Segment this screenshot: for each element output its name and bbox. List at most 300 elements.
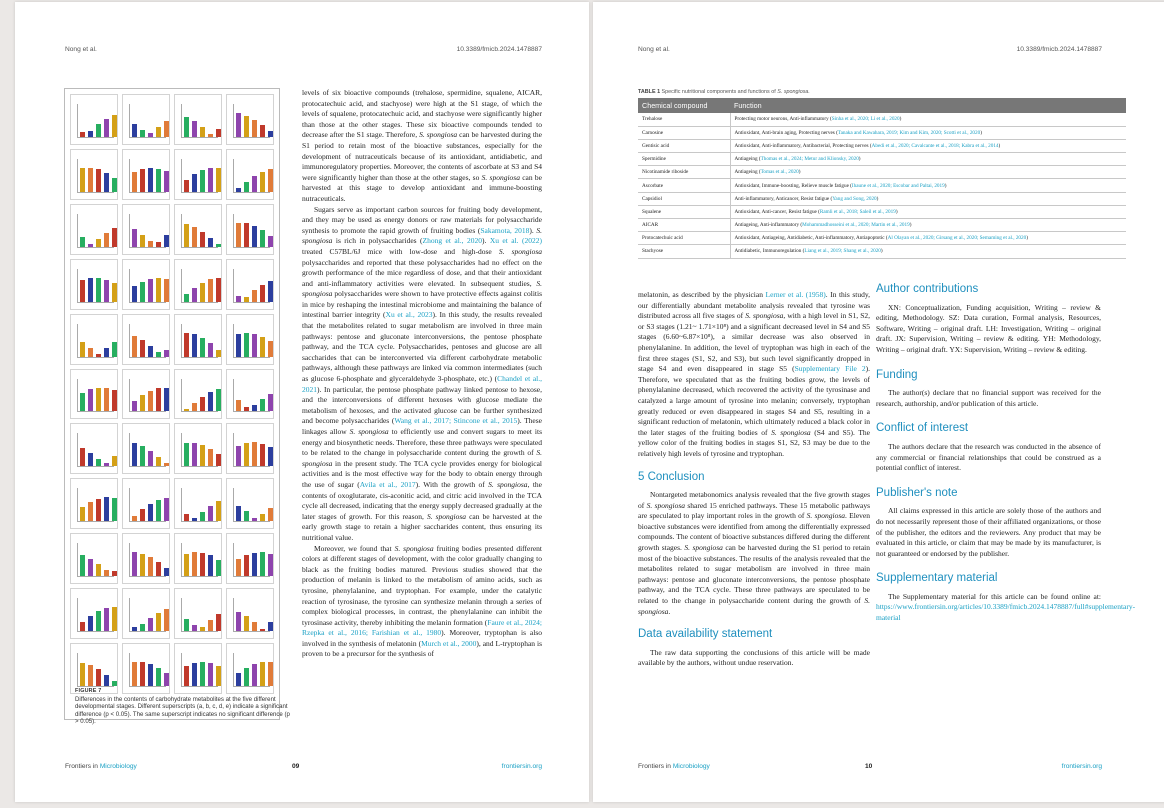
boxplot-box (104, 463, 109, 466)
boxplot-box (132, 552, 137, 576)
figure-panel (226, 314, 274, 365)
boxplot-box (88, 278, 93, 302)
compound-cell: Trehalose (638, 113, 730, 126)
boxplot-box (80, 507, 85, 521)
boxplot-box (96, 611, 101, 631)
function-cell: Anti-inflammatory, Anticancer, Resist fatigue (Yang and Song, 2020) (730, 192, 1126, 205)
figure-panel (70, 149, 118, 200)
boxplot-box (184, 409, 189, 411)
figure-panel (174, 423, 222, 474)
boxplot-box (216, 278, 221, 302)
figure-7-panel-grid (70, 94, 274, 694)
table-header-compound: Chemical compound (638, 98, 730, 113)
boxplot-box (208, 449, 213, 466)
boxplot-box (96, 239, 101, 246)
footer-site-link[interactable]: frontiersin.org (501, 763, 542, 770)
citation-link[interactable]: Al Olayan et al., 2020; Girsang et al., 2020; Semaming et al., 2020 (887, 235, 1027, 242)
boxplot-box (200, 512, 205, 522)
boxplot-box (96, 459, 101, 466)
boxplot-box (132, 627, 137, 631)
boxplot-box (112, 456, 117, 466)
citation-link[interactable]: Ramli et al., 2018; Saleil et al., 2019 (819, 208, 896, 215)
running-header-doi: 10.3389/fmicb.2024.1478887 (1016, 46, 1102, 53)
citation-link[interactable]: Faure et al., 2024; Rzepka et al., 2016; Farishian et al., 1980 (302, 617, 542, 638)
figure-panel (122, 588, 170, 639)
boxplot-box (208, 506, 213, 522)
citation-link[interactable]: Sinha et al., 2020; Li et al., 2020 (831, 116, 900, 123)
boxplot-box (252, 518, 257, 521)
page-10-right-column (876, 283, 1136, 624)
function-cell: Protecting motor neurons, Anti-inflammatory (Sinha et al., 2020; Li et al., 2020) (730, 113, 1126, 126)
boxplot-box (184, 619, 189, 632)
boxplot-box (148, 504, 153, 522)
running-header-doi: 10.3389/fmicb.2024.1478887 (456, 46, 542, 53)
boxplot-box (208, 343, 213, 356)
boxplot-box (156, 352, 161, 356)
citation-link[interactable]: Liang et al., 2019; Shang et al., 2020 (804, 248, 881, 255)
figure-panel (122, 369, 170, 420)
compound-cell: Carnosine (638, 126, 730, 139)
boxplot-box (208, 392, 213, 411)
function-cell: Antiageing (Thomas et al., 2024; Metur and Klionsky, 2020) (730, 153, 1126, 166)
citation-link[interactable]: Xu et al., 2023 (385, 310, 433, 320)
section-heading-author-contributions: Author contributions (876, 283, 979, 295)
boxplot-box (104, 119, 109, 137)
boxplot-box (112, 228, 117, 247)
figure-panel (122, 478, 170, 529)
table-row (638, 126, 1126, 139)
boxplot-box (236, 296, 241, 302)
author-contributions-paragraph: XN: Conceptualization, Funding acquisition, Writing – review & editing, Methodology. SZ: Data curation, Formal analysis, Resources, Software, Writing – original draft. LH: Investigation, Writing – original draft. JX: Supervision, Writing – review & editing. YH: Methodology, Writing – original draft. YX: Supervision, Writing – review & editing. (876, 302, 1101, 354)
boxplot-box (236, 113, 241, 137)
running-header-author: Nong et al. (638, 46, 670, 53)
figure-panel (226, 204, 274, 255)
boxplot-box (96, 278, 101, 302)
figure-panel (122, 259, 170, 310)
function-cell: Antiageing (Tomas et al., 2020) (730, 166, 1126, 179)
boxplot-box (208, 663, 213, 686)
table-label: TABLE 1 (638, 89, 661, 95)
boxplot-box (244, 333, 249, 357)
boxplot-box (200, 553, 205, 576)
footer-journal: Frontiers in Microbiology (638, 763, 710, 770)
boxplot-box (208, 555, 213, 576)
boxplot-box (184, 180, 189, 192)
page-9-body-column (302, 88, 542, 660)
compound-cell: Capsidiol (638, 192, 730, 205)
figure-panel (70, 369, 118, 420)
function-cell: Antioxidant, Anti-cancer, Resist fatigue (Ramli et al., 2018; Saleil et al., 2019) (730, 205, 1126, 218)
boxplot-box (80, 168, 85, 191)
boxplot-box (192, 227, 197, 246)
boxplot-box (184, 514, 189, 522)
boxplot-box (268, 236, 273, 247)
section-heading-data-availability: Data availability statement (638, 628, 773, 641)
boxplot-box (200, 283, 205, 302)
boxplot-box (164, 350, 169, 356)
table-row (638, 245, 1126, 258)
footer-site-link[interactable]: frontiersin.org (1061, 763, 1102, 770)
boxplot-box (140, 235, 145, 247)
figure-panel (70, 588, 118, 639)
figure-panel (226, 423, 274, 474)
function-cell: Antiageing, Anti-inflammatory (Mohammadhosseini et al., 2020; Martin et al., 2019) (730, 219, 1126, 232)
body-paragraph: Moreover, we found that S. spongiosa fruiting bodies presented different colors at different stages of development, with the color gradually changing to black as the fruiting bodies matured. Previous studies showed that the production of melanin is linked to the metabolism of amino acids, such as tyrosine, phenylalanine, and tryptophan. For example, under the catalytic reaction of tyrosinase, the tyrosine can synthesize melanin through a series of complex biological processes, in contrast, the phenylalanine can inhibit the tyrosinase activity, thereby inhibiting the melanin formation (Faure et al., 2024; Rzepka et al., 2016; Farishian et al., 1980). Moreover, tryptophan is also involved in the synthesis of melatonin (Murch et al., 2000), and L-tryptophan is proven to be a precursor for the synthesis of (302, 543, 543, 659)
boxplot-box (252, 290, 257, 301)
figure-panel (174, 149, 222, 200)
boxplot-box (80, 280, 85, 301)
boxplot-box (140, 395, 145, 412)
citation-link[interactable]: Abedi et al., 2020; Cavalcante et al., 2018; Kabra et al., 2014 (871, 142, 999, 149)
table-row (638, 113, 1126, 126)
citation-link[interactable]: Mohammadhosseini et al., 2020; Martin et al., 2019 (802, 222, 910, 229)
boxplot-box (164, 171, 169, 192)
table-header-function: Function (730, 98, 1126, 113)
citation-link[interactable]: Sakamota, 2018 (480, 225, 530, 235)
boxplot-box (96, 669, 101, 686)
citation-link[interactable]: Tanaka and Kawahara, 2019; Kim and Kim, 2020; Scotti et al., 2020 (837, 129, 981, 136)
boxplot-box (80, 663, 85, 686)
boxplot-box (112, 178, 117, 192)
boxplot-box (244, 511, 249, 521)
boxplot-box (268, 622, 273, 631)
table-row (638, 205, 1126, 218)
boxplot-box (80, 342, 85, 357)
boxplot-box (268, 169, 273, 192)
boxplot-box (96, 124, 101, 136)
boxplot-box (268, 447, 273, 466)
page-9 (15, 2, 589, 802)
boxplot-box (208, 134, 213, 137)
figure-panel (122, 314, 170, 365)
citation-link[interactable]: Thomas et al., 2024; Metur and Klionsky, 2020 (760, 156, 859, 163)
boxplot-box (236, 400, 241, 411)
citation-link[interactable]: https://www.frontiersin.org/articles/10.3389/fmicb.2024.1478887/full#supplementary-material (876, 602, 1136, 623)
boxplot-box (140, 509, 145, 521)
boxplot-box (244, 443, 249, 466)
table-row (638, 192, 1126, 205)
boxplot-box (104, 348, 109, 357)
boxplot-box (260, 285, 265, 302)
boxplot-box (236, 612, 241, 632)
boxplot-box (156, 242, 161, 247)
section-heading-conflict: Conflict of interest (876, 422, 969, 435)
citation-link[interactable]: Chandel et al., 2021 (302, 374, 542, 394)
boxplot-box (156, 613, 161, 631)
boxplot-box (112, 390, 117, 411)
boxplot-box (244, 668, 249, 686)
boxplot-box (192, 403, 197, 411)
boxplot-box (216, 244, 221, 246)
boxplot-box (140, 130, 145, 137)
figure-panel (226, 149, 274, 200)
figure-panel (226, 533, 274, 584)
boxplot-box (156, 457, 161, 467)
boxplot-box (244, 223, 249, 246)
boxplot-box (156, 388, 161, 411)
boxplot-box (148, 664, 153, 686)
boxplot-box (192, 121, 197, 136)
boxplot-box (208, 620, 213, 631)
boxplot-box (252, 664, 257, 686)
boxplot-box (260, 172, 265, 192)
figure-caption-text: Differences in the contents of carbohydrate metabolites at the five different developmental stages. Different superscripts (a, b, c, d, e) indicate a significant difference (p < 0.05). The same superscript indicates no significant difference (p > 0.05). (75, 695, 290, 726)
boxplot-box (192, 334, 197, 356)
figure-panel (174, 314, 222, 365)
table-row (638, 139, 1126, 152)
figure-panel (174, 588, 222, 639)
boxplot-box (164, 673, 169, 686)
figure-label: FIGURE 7 (75, 688, 102, 694)
boxplot-box (104, 388, 109, 412)
boxplot-box (252, 553, 257, 577)
boxplot-box (80, 555, 85, 577)
citation-link[interactable]: Xu et al. (2022) (489, 236, 542, 246)
supplementary-paragraph: The Supplementary material for this article can be found online at: https://www.frontiersin.org/articles/10.3389/fmicb.2024.1478887/full#supplementary-material (876, 591, 1136, 623)
figure-panel (226, 259, 274, 310)
boxplot-box (132, 443, 137, 466)
function-cell: Antioxidant, Anti-brain aging, Protecting nerves (Tanaka and Kawahara, 2019; Kim and Kim, 2020; Scotti et al., 2020) (730, 126, 1126, 139)
boxplot-box (192, 625, 197, 631)
boxplot-box (192, 552, 197, 576)
figure-panel (122, 149, 170, 200)
citation-link[interactable]: Ihaune et al., 2020; Escobar and Paltai, 2019 (851, 182, 945, 189)
boxplot-box (268, 554, 273, 576)
citation-link[interactable]: Avila et al., 2017 (359, 479, 416, 489)
figure-panel (174, 478, 222, 529)
boxplot-box (156, 127, 161, 137)
boxplot-box (132, 286, 137, 302)
boxplot-box (104, 608, 109, 631)
boxplot-box (88, 168, 93, 192)
boxplot-box (140, 624, 145, 631)
boxplot-box (236, 673, 241, 686)
page-10-left-column (638, 290, 870, 669)
boxplot-box (148, 279, 153, 302)
publisher-note-paragraph: All claims expressed in this article are solely those of the authors and do not necessarily represent those of their affiliated organizations, or those of the publisher, the editors and the reviewers. Any product that may be evaluated in this article, or claim that may be made by its manufacturer, is not guaranteed or endorsed by the publisher. (876, 506, 1101, 558)
compound-cell: Gentisic acid (638, 139, 730, 152)
boxplot-box (260, 552, 265, 576)
boxplot-box (112, 342, 117, 357)
boxplot-box (104, 570, 109, 576)
table-row (638, 219, 1126, 232)
boxplot-box (260, 125, 265, 137)
boxplot-box (184, 554, 189, 576)
body-paragraph: levels of six bioactive compounds (trehalose, spermidine, squalene, AICAR, protocatechuic acid, and stachyose) were high at the S1 stage, of which the levels of squalene, protocatechuic acid, and stachyose were significantly higher than those at the other stages. These six bioactive compounds tended to decrease after the S1 stage. Therefore, S. spongiosa can be harvested during the S1 period to retain most of the bioactive substances, especially for the development of nutraceuticals because of its antioxidant, antidiabetic, and immunoregulatory properties. Moreover, the contents of ascorbate at S3 and S4 were significantly higher than those at the other stages, so S. spongiosa can be harvested at this stage to develop antioxidant and immune-boosting nutraceuticals. (302, 88, 543, 203)
boxplot-box (132, 401, 137, 412)
boxplot-box (236, 446, 241, 467)
boxplot-box (88, 389, 93, 411)
boxplot-box (268, 131, 273, 136)
boxplot-box (244, 182, 249, 192)
figure-panel (122, 94, 170, 145)
table-row (638, 179, 1126, 192)
figure-7 (64, 88, 280, 720)
boxplot-box (208, 279, 213, 301)
boxplot-box (216, 350, 221, 357)
running-header-author: Nong et al. (65, 46, 97, 53)
boxplot-box (112, 681, 117, 686)
boxplot-box (252, 226, 257, 247)
citation-link[interactable]: Supplementary File 2 (794, 364, 866, 374)
boxplot-box (252, 120, 257, 137)
conclusion-paragraph: Nontargeted metabonomics analysis revealed that the five growth stages of S. spongiosa shared 15 enriched pathways. These 15 metabolic pathways are speculated to play important roles in the growth of S. spongiosa. Eleven bioactive substances were identified from among the differentially expressed compounds. The content of bioactive substances differed during the different growth stages. S. spongiosa can be harvested during the S1 period to retain most of the bioactive substances. The results of the analysis revealed that the metabolites related to sugar metabolism are involved in three main pathways: pentose and gluconate interconversions, the pentose phosphate pathway, and the TCA cycle. These three pathways are speculated to be related to the change in polysaccharide content during the growth of S. spongiosa. (638, 490, 871, 616)
boxplot-box (216, 614, 221, 631)
boxplot-box (184, 224, 189, 247)
boxplot-box (88, 665, 93, 686)
funding-paragraph: The author(s) declare that no financial support was received for the research, authorship, and/or publication of this article. (876, 388, 1101, 408)
boxplot-box (268, 394, 273, 412)
compound-cell: Protocatechuic acid (638, 232, 730, 245)
boxplot-box (148, 168, 153, 192)
figure-panel (70, 533, 118, 584)
conflict-paragraph: The authors declare that the research was conducted in the absence of any commercial or financial relationships that could be construed as a potential conflict of interest. (876, 441, 1101, 473)
citation-link[interactable]: Lerner et al. (1958) (765, 290, 826, 299)
figure-panel (226, 369, 274, 420)
section-heading-funding: Funding (876, 368, 918, 381)
boxplot-box (88, 348, 93, 357)
boxplot-box (88, 453, 93, 466)
boxplot-box (236, 223, 241, 247)
boxplot-box (252, 442, 257, 466)
boxplot-box (268, 508, 273, 522)
boxplot-box (260, 399, 265, 411)
boxplot-box (216, 454, 221, 466)
boxplot-box (192, 518, 197, 521)
boxplot-box (164, 463, 169, 466)
boxplot-box (104, 497, 109, 521)
boxplot-box (104, 280, 109, 302)
boxplot-box (148, 133, 153, 137)
boxplot-box (132, 124, 137, 137)
citation-link[interactable]: Wang et al., 2017; Stincone et al., 2015 (394, 416, 518, 426)
boxplot-box (164, 568, 169, 576)
boxplot-box (96, 499, 101, 522)
figure-7-caption (75, 687, 290, 726)
table-row (638, 166, 1126, 179)
boxplot-box (164, 388, 169, 412)
boxplot-box (244, 407, 249, 412)
page-number: 09 (292, 763, 300, 770)
boxplot-box (244, 555, 249, 576)
boxplot-box (184, 333, 189, 357)
boxplot-box (236, 559, 241, 576)
citation-link[interactable]: Murch et al., 2000 (421, 638, 477, 648)
table-row (638, 153, 1126, 166)
boxplot-box (268, 281, 273, 302)
boxplot-box (260, 444, 265, 467)
boxplot-box (88, 131, 93, 137)
figure-panel (226, 94, 274, 145)
function-cell: Antioxidant, Immune-boosting, Relieve muscle fatigue (Ihaune et al., 2020; Escobar and Paltai, 2019) (730, 179, 1126, 192)
boxplot-box (192, 174, 197, 192)
boxplot-box (208, 168, 213, 192)
boxplot-box (252, 622, 257, 631)
body-paragraph: melatonin, as described by the physician Lerner et al. (1958). In this study, our differentially abundant metabolite analysis revealed that tyrosine was distributed across all five stages of S. spongiosa, with a high level in S1, S2, or S3 stages (1.21~ 1.71×10⁸) and a significant decreased level in S4 and S5 stages (6.60~6.87×10⁸), a similar decrease was also observed in phenylalanine. In addition, the level of tryptophan was high in each of the first three stages (S1, S2, and S3), but such level significantly dropped in stage S4 and even disappeared in stage S5 (Supplementary File 2). Therefore, we speculated that as the fruiting bodies grow, the levels of phenylalanine decreased, which recovered the activity of the tyrosinase and catalyzed a large amount of tyrosine into melanin; conversely, tryptophan greatly reduced or even disappeared in stages S4 and S5, resulting in a significant reduction of melatonin, which ultimately reduced a black color in the later stages of the fruiting bodies of S. spongiosa (S4 and S5). The yellow color of the fruiting bodies in stages S1, S2, S3 may be due to the relatively high levels of tyrosine and tryptophan. (638, 290, 871, 458)
boxplot-box (112, 283, 117, 301)
boxplot-box (200, 232, 205, 246)
function-cell: Antioxidant, Antiageing, Antidiabetic, Anti-inflammatory, Antiapoptotic (Al Olayan et al., 2020; Girsang et al., 2020; Semaming et al., 2020) (730, 232, 1126, 245)
boxplot-box (112, 498, 117, 521)
boxplot-box (244, 297, 249, 302)
boxplot-box (148, 451, 153, 467)
boxplot-box (184, 117, 189, 137)
boxplot-box (164, 121, 169, 137)
compound-cell: Nicotinamide riboside (638, 166, 730, 179)
boxplot-box (148, 391, 153, 412)
boxplot-box (148, 241, 153, 247)
boxplot-box (140, 340, 145, 357)
boxplot-box (148, 618, 153, 631)
boxplot-box (260, 514, 265, 521)
figure-panel (122, 533, 170, 584)
table-row (638, 232, 1126, 245)
boxplot-box (260, 629, 265, 631)
boxplot-box (200, 338, 205, 356)
boxplot-box (252, 176, 257, 192)
function-cell: Antioxidant, Anti-inflammatory, Antibacterial, Protecting nerves (Abedi et al., 2020; Cavalcante et al., 2018; Kabra et al., 2014) (730, 139, 1126, 152)
citation-link[interactable]: Tomas et al., 2020 (760, 169, 799, 176)
boxplot-box (252, 405, 257, 411)
boxplot-box (192, 288, 197, 301)
boxplot-box (104, 173, 109, 192)
boxplot-box (132, 229, 137, 247)
page-10 (593, 2, 1164, 802)
figure-panel (70, 204, 118, 255)
compound-cell: Squalene (638, 205, 730, 218)
boxplot-box (236, 506, 241, 522)
table-nutritional-components (638, 98, 1126, 259)
data-availability-paragraph: The raw data supporting the conclusions of this article will be made available by the authors, without undue reservation. (638, 647, 870, 668)
figure-panel (226, 478, 274, 529)
boxplot-box (96, 354, 101, 356)
boxplot-box (140, 282, 145, 302)
citation-link[interactable]: Zhong et al., 2020 (422, 236, 482, 246)
boxplot-box (244, 116, 249, 137)
boxplot-box (252, 334, 257, 357)
boxplot-box (164, 609, 169, 631)
figure-panel (122, 423, 170, 474)
footer-journal: Frontiers in Microbiology (65, 763, 137, 770)
figure-panel (70, 423, 118, 474)
boxplot-box (208, 238, 213, 246)
boxplot-box (140, 446, 145, 466)
figure-panel (174, 204, 222, 255)
boxplot-box (140, 662, 145, 686)
boxplot-box (260, 337, 265, 357)
compound-cell: Spermidine (638, 153, 730, 166)
figure-panel (122, 204, 170, 255)
boxplot-box (132, 516, 137, 522)
page-number: 10 (865, 763, 873, 770)
boxplot-box (216, 389, 221, 412)
boxplot-box (184, 294, 189, 301)
boxplot-box (80, 393, 85, 411)
boxplot-box (268, 662, 273, 686)
boxplot-box (96, 564, 101, 576)
figure-panel (174, 259, 222, 310)
figure-panel (70, 478, 118, 529)
figure-panel (70, 259, 118, 310)
figure-panel (226, 588, 274, 639)
table-1-caption: TABLE 1 Specific nutritional components and functions of S. spongiosa. (638, 89, 810, 95)
boxplot-box (200, 127, 205, 137)
boxplot-box (184, 443, 189, 467)
citation-link[interactable]: Yang and Song, 2020 (832, 195, 877, 202)
section-heading-supplementary: Supplementary material (876, 572, 998, 585)
boxplot-box (104, 675, 109, 686)
boxplot-box (200, 662, 205, 686)
